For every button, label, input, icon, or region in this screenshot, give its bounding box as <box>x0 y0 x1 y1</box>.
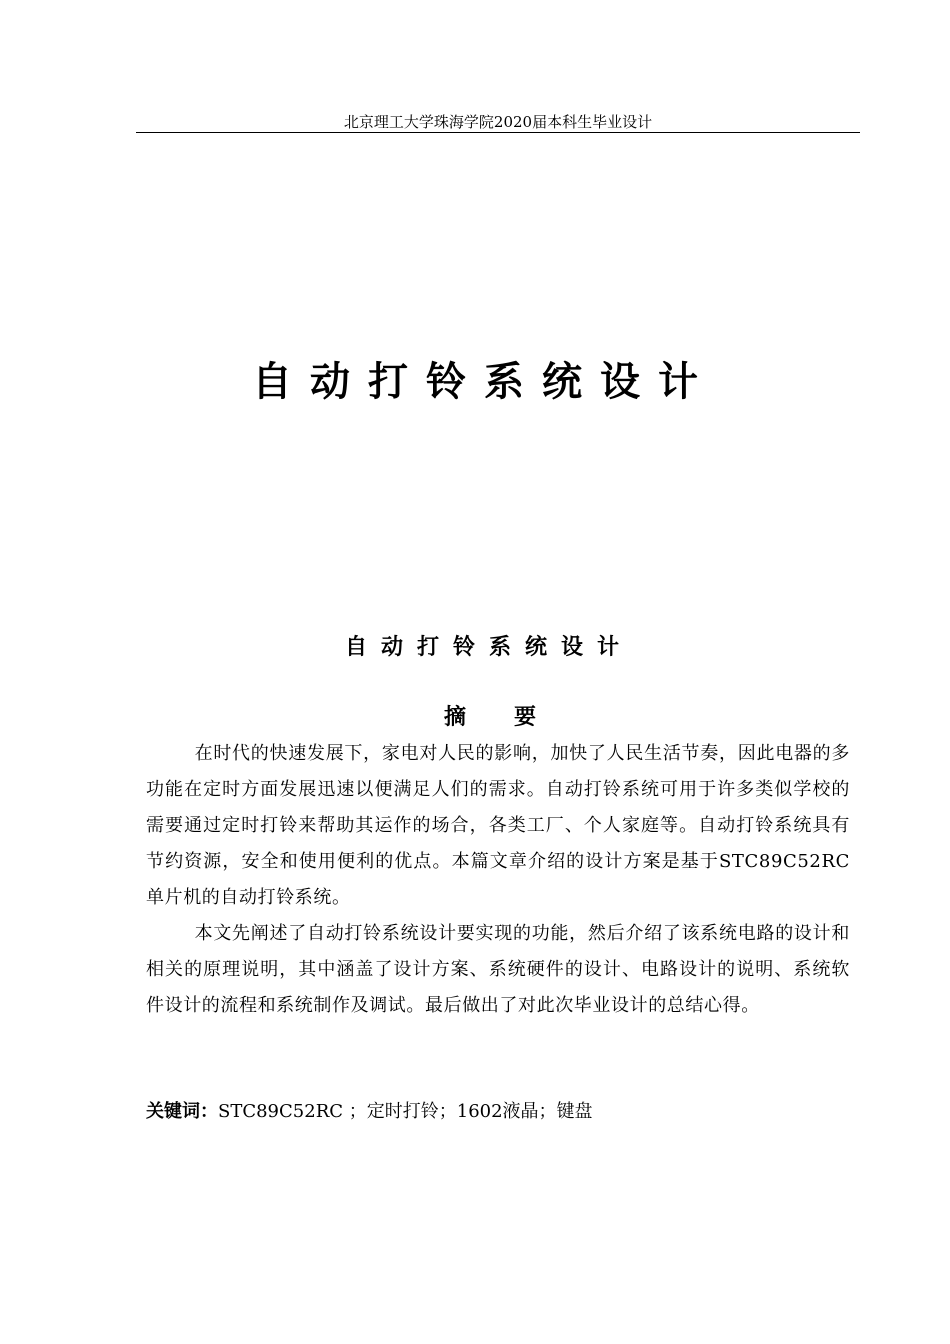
abstract-title: 自动打铃系统设计 <box>344 635 633 660</box>
running-header: 北京理工大学珠海学院2020届本科生毕业设计 <box>343 113 653 131</box>
header-rule <box>136 132 860 133</box>
abstract-heading-char-2: 要 <box>514 705 537 730</box>
abstract-body <box>146 736 850 1024</box>
keywords-value: STC89C52RC ；定时打铃；1602液晶；键盘 <box>218 1101 593 1122</box>
abstract-paragraph-2: 本文先阐述了自动打铃系统设计要实现的功能，然后介绍了该系统电路的设计和相关的原理说明，其中涵盖了设计方案、系统硬件的设计、电路设计的说明、系统软件设计的流程和系统制作及调试。最后做出了对此次毕业设计的总结心得。 <box>146 923 850 1016</box>
document-title: 自动打铃系统设计 <box>252 359 716 405</box>
abstract-heading-char-1: 摘 <box>443 705 466 730</box>
keywords-line <box>146 1094 850 1130</box>
abstract-paragraph-1: 在时代的快速发展下，家电对人民的影响，加快了人民生活节奏，因此电器的多功能在定时方面发展迅速以便满足人们的需求。自动打铃系统可用于许多类似学校的需要通过定时打铃来帮助其运作的场合，各类工厂、个人家庭等。自动打铃系统具有节约资源，安全和使用便利的优点。本篇文章介绍的设计方案是基于STC89C52RC 单片机的自动打铃系统。 <box>146 743 850 908</box>
keywords-label: 关键词： <box>146 1101 218 1122</box>
abstract-heading <box>0 702 950 734</box>
